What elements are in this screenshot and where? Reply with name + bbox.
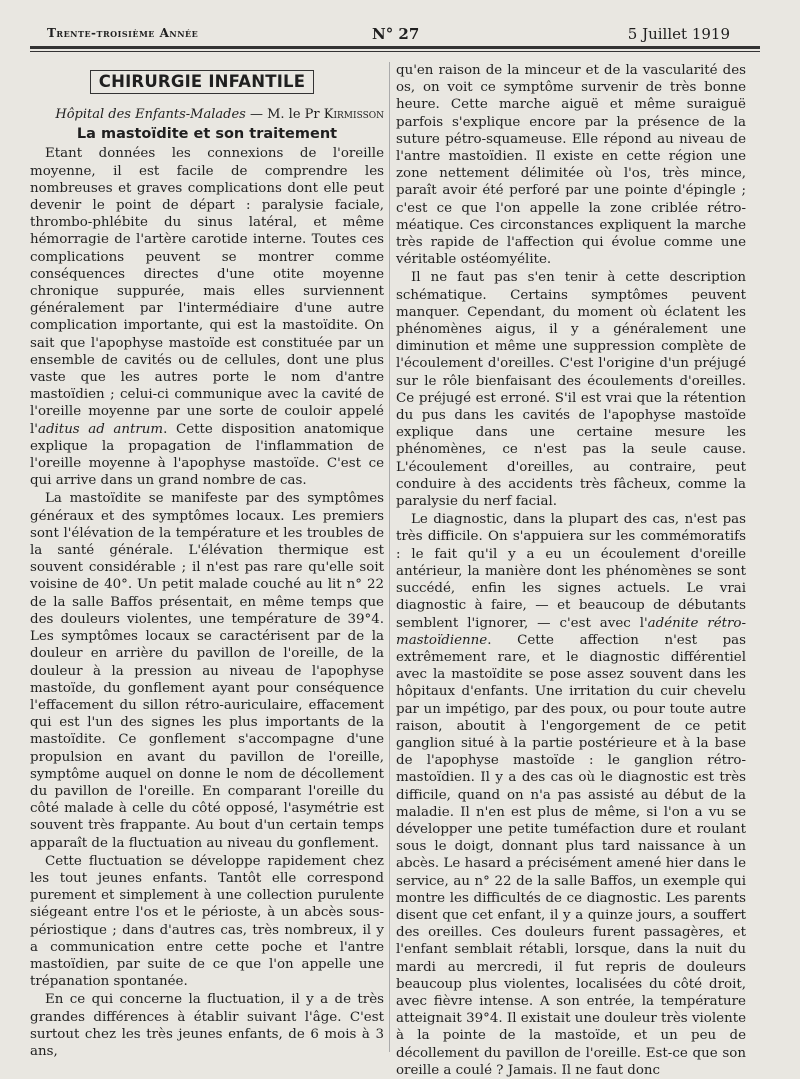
issue-number: N° 27: [372, 25, 420, 43]
right-paragraph-1: qu'en raison de la minceur et de la vascularité des os, on voit ce symptôme survenir de très bonne heure. Cette marche aiguë et même suraiguë parfois s'explique encore par la présence de la suture pétro-squameuse. Elle répond au niveau de l'antre mastoïdien. Il existe en cette région une zone nettement délimitée où l'os, très mince, paraît avoir été perforé par une pointe d'épingle ; c'est ce que l'on appelle la zone criblée rétro-méatique. Ces circonstances expliquent la marche très rapide de l'affection qui évolue comme une véritable ostéomyélite.: [396, 63, 746, 268]
header-rule-thick: [30, 46, 760, 49]
issue-date: 5 Juillet 1919: [627, 25, 730, 43]
volume-year: Trente-troisième Année: [47, 26, 199, 40]
article-title: La mastoïdite et son traitement: [76, 126, 338, 143]
left-column: [30, 62, 384, 1060]
column-divider: [389, 62, 390, 1052]
running-head: [47, 25, 730, 45]
right-paragraph-3: Le diagnostic, dans la plupart des cas, n'est pas très difficile. On s'appuiera sur les commémoratifs : le fait qu'il y a eu un écoulement d'oreille antérieur, la manière dont les phénomènes se sont succédé, enfin les signes actuels. Le vrai diagnostic à faire, — et beaucoup de débutants semblent l'ignorer, — c'est avec l'adénite rétro-mastoïdienne. Cette affection n'est pas extrêmement rare, et le diagnostic différentiel avec la mastoïdite se pose assez souvent dans les hôpitaux d'enfants. Une irritation du cuir chevelu par un impétigo, par des poux, ou pour toute autre raison, aboutit à l'engorgement de ce petit ganglion situé à la partie postérieure et à la base de l'apophyse mastoïde : le ganglion rétro-mastoïdien. Il y a des cas où le diagnostic est très difficile, quand on n'a pas assisté au début de la maladie. Il n'en est plus de même, si l'on a vu se développer une petite tuméfaction dure et roulant sous le doigt, donnant plus tard naissance à un abcès. Le hasard a précisément amené hier dans le service, au n° 22 de la salle Baffos, un exemple qui montre les difficultés de ce diagnostic. Les parents disent que cet enfant, il y a quinze jours, a souffert des oreilles. Ces douleurs furent passagères, et l'enfant semblait rétabli, lorsque, dans la nuit du mardi au mercredi, il fut repris de douleurs beaucoup plus violentes, localisées du côté droit, avec fièvre intense. A son entrée, la température atteignait 39°4. Il existait une douleur très violente à la pointe de la mastoïde, et un peu de décollement du pavillon de l'oreille. Est-ce que son oreille a coulé ? Jamais. Il ne faut donc: [396, 512, 746, 1078]
byline-place: Hôpital des Enfants-Malades: [55, 107, 246, 122]
right-paragraph-2: Il ne faut pas s'en tenir à cette description schématique. Certains symptômes peuvent manquer. Cependant, du moment où éclatent les phénomènes aigus, il y a généralement une diminution et même une suppression complète de l'écoulement d'oreilles. C'est l'origine d'un préjugé sur le rôle bienfaisant des écoulements d'oreilles. Ce préjugé est erroné. S'il est vrai que la rétention du pus dans les cavités de l'apophyse mastoïde explique dans une certaine mesure les phénomènes, ce n'est pas la seule cause. L'écoulement d'oreilles, au contraire, peut conduire à des accidents très fâcheux, comme la paralysie du nerf facial.: [396, 270, 746, 510]
section-title: CHIRURGIE INFANTILE: [90, 70, 314, 94]
left-paragraph-3: Cette fluctuation se développe rapidement chez les tout jeunes enfants. Tantôt elle correspond purement et simplement à une collection purulente siégeant entre l'os et le périoste, à un abcès sous-périostique ; dans d'autres cas, très nombreux, il y a communication entre cette poche et l'antre mastoïdien, par suite de ce que l'on appelle une trépanation spontanée.: [30, 853, 384, 990]
left-paragraph-4: En ce qui concerne la fluctuation, il y a de très grandes différences à établir suivant l'âge. C'est surtout chez les très jeunes enfants, de 6 mois à 3 ans,: [30, 992, 384, 1059]
left-paragraph-1: Etant données les connexions de l'oreille moyenne, il est facile de comprendre les nombreuses et graves complications dont elle peut devenir le point de départ : paralysie faciale, thrombo-phlébite du sinus latéral, et même hémorragie de l'artère carotide interne. Toutes ces complications peuvent se montrer comme conséquences directes d'une otite moyenne chronique suppurée, mais elles surviennent généralement par l'intermédiaire d'une autre complication importante, qui est la mastoïdite. On sait que l'apophyse mastoïde est constituée par un ensemble de cavités ou de cellules, dont une plus vaste que les autres porte le nom d'antre mastoïdien ; celui-ci communique avec la cavité de l'oreille moyenne par une sorte de couloir appelé l'aditus ad antrum. Cette disposition anatomique explique la propagation de l'inflammation de l'oreille moyenne à l'apophyse mastoïde. C'est ce qui arrive dans un grand nombre de cas.: [30, 146, 384, 489]
right-column: [396, 62, 746, 1079]
header-rule-thin: [30, 51, 760, 52]
byline-prefix: — M. le Pr: [245, 107, 324, 122]
left-paragraph-2: La mastoïdite se manifeste par des symptômes généraux et des symptômes locaux. Les premiers sont l'élévation de la température et les troubles de la santé générale. L'élévation thermique est souvent considérable ; il n'est pas rare qu'elle soit voisine de 40°. Un petit malade couché au lit n° 22 de la salle Baffos présentait, en même temps que des douleurs violentes, une température de 39°4. Les symptômes locaux se caractérisent par de la douleur en arrière du pavillon de l'oreille, de la douleur à la pression au niveau de l'apophyse mastoïde, du gonflement ayant pour conséquence l'effacement du sillon rétro-auriculaire, effacement qui est l'un des signes les plus importants de la mastoïdite. Ce gonflement s'accompagne d'une propulsion en avant du pavillon de l'oreille, symptôme auquel on donne le nom de décollement du pavillon de l'oreille. En comparant l'oreille du côté malade à celle du côté opposé, l'asymétrie est souvent très frappante. Au bout d'un certain temps apparaît de la fluctuation au niveau du gonflement.: [30, 491, 384, 851]
byline: [30, 106, 384, 123]
byline-author: Kirmisson: [323, 107, 384, 122]
